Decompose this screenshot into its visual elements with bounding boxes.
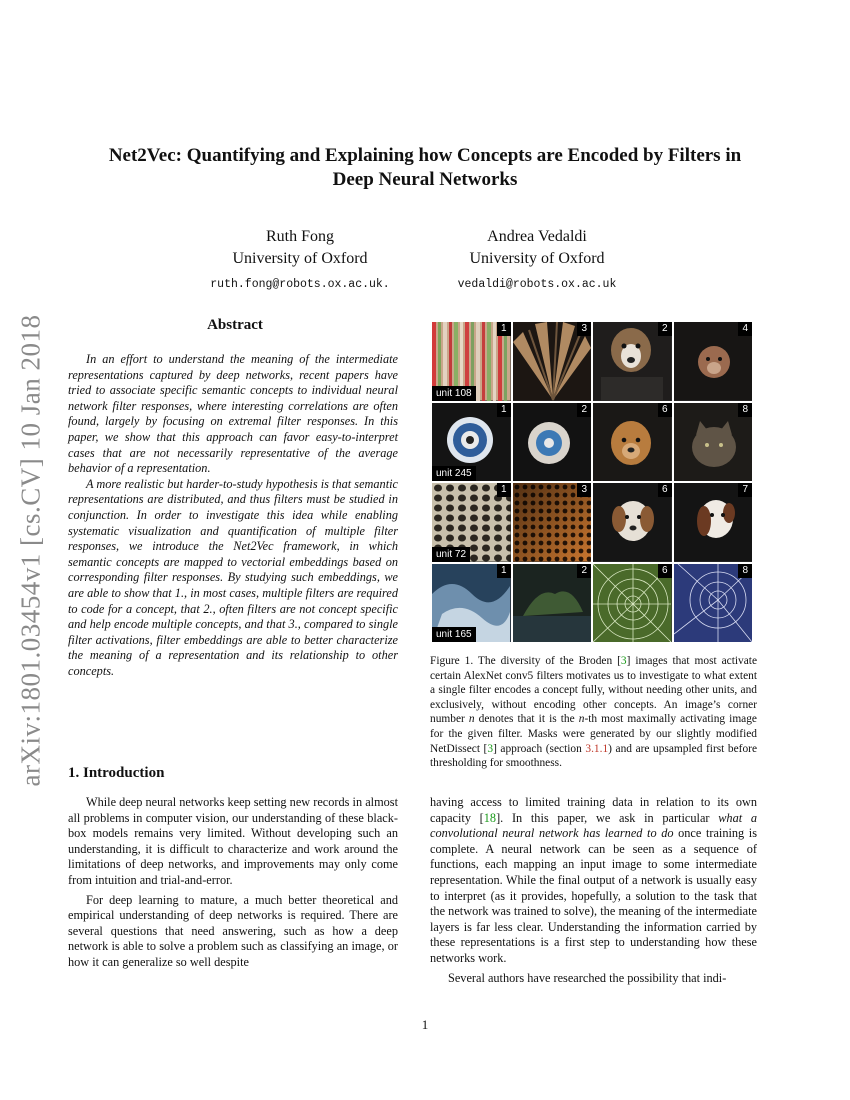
figure-tile: [674, 322, 753, 401]
text-run: denotes that it is the: [474, 713, 579, 726]
intro-left-column: [68, 795, 398, 975]
rank-number: 2: [658, 322, 672, 336]
figure-1-image-grid: [432, 322, 754, 644]
arxiv-identifier: arXiv:1801.03454v1 [cs.CV] 10 Jan 2018: [15, 314, 46, 786]
paper-title: [60, 144, 790, 192]
page-number: 1: [421, 1017, 429, 1032]
rank-number: 6: [658, 564, 672, 578]
unit-label: unit 165: [432, 627, 476, 642]
rank-number: 4: [738, 322, 752, 336]
rank-number: 6: [658, 403, 672, 417]
citation-link[interactable]: 3: [487, 742, 494, 755]
body-paragraph: Several authors have researched the possibility that indi-: [448, 970, 727, 985]
author-email: ruth.fong@robots.ox.ac.uk.: [210, 278, 390, 291]
figure-tile: [674, 483, 753, 562]
text-run: -th most maximally activating image for the given filter. Masks were generated by our slightly modified NetDissect [: [430, 713, 757, 755]
author-affiliation: University of Oxford: [469, 250, 605, 267]
paper-title-line-2: Deep Neural Networks: [332, 169, 518, 190]
figure-tile: [674, 564, 753, 643]
body-paragraph: [430, 795, 757, 967]
abstract-paragraph: In an effort to understand the meaning of the intermediate representations captured by deep networks, recent papers have tried to associate specific semantic concepts to individual neural network filter responses, where interesting correlations are often found, largely by focusing on extremal filter responses. In this paper, we show that this approach can favor easy-to-interpret cases that are not necessarily representative of the average behavior of a representation.: [68, 352, 398, 476]
figure-tile: [593, 403, 672, 482]
rank-number: 1: [497, 564, 511, 578]
abstract-body: [68, 352, 398, 679]
figure-tile: [432, 322, 511, 401]
rank-number: 3: [577, 483, 591, 497]
intro-right-column: [430, 795, 757, 990]
figure-tile: [432, 564, 511, 643]
rank-number: 8: [738, 564, 752, 578]
body-paragraph: For deep learning to mature, a much better theoretical and empirical understanding of deep networks is required. There are several questions that need answering, such as how a deep network is able to solve a problem such as classifying an image, or how it can generalize so well despite: [68, 892, 398, 969]
author-name: Ruth Fong: [265, 228, 334, 245]
paper-title-line-1: Net2Vec: Quantifying and Explaining how Concepts are Encoded by Filters in: [108, 145, 742, 166]
rank-number: 2: [577, 403, 591, 417]
figure-tile: [593, 322, 672, 401]
rank-number: 1: [497, 483, 511, 497]
abstract-paragraph: A more realistic but harder-to-study hypothesis is that semantic representations are distributed, and thus filters must be studied in conjunction. In order to investigate this idea while enabling systematic visualization and quantification of multiple filter responses, we introduce the Net2Vec framework, in which semantic concepts are mapped to vectorial embeddings based on corresponding filter responses. By studying such embeddings, we are able to show that 1., in most cases, multiple filters are required to code for a concept, that 2., often filters are not concept specific and help encode multiple concepts, and that 3., compared to single filter activations, filter embeddings are able to better characterize the meaning of a representation and its relationship to other concepts.: [68, 476, 398, 678]
figure-tile: [432, 403, 511, 482]
arxiv-side-stamp: [8, 300, 54, 800]
math-variable: n: [578, 713, 585, 726]
text-run: ) and are upsampled first before thresholding for smoothness.: [430, 742, 757, 770]
author-affiliation: University of Oxford: [232, 250, 368, 267]
math-variable: n: [468, 713, 475, 726]
text-run: ]. In this paper, we ask in particular: [496, 810, 719, 825]
text-run: ] images that most activate certain AlexNet conv5 filters motivates us to investigate to what extent a single filter encodes a concept fully, without needing other units, and exclusively, without encoding other concepts. An image’s corner number: [430, 655, 758, 726]
section-heading-introduction: 1. Introduction: [68, 765, 165, 781]
emphasized-text: what a convolutional neural network has learned to do: [430, 810, 757, 841]
unit-label: unit 72: [432, 547, 470, 562]
text-run: once training is complete. A neural network can be seen as a sequence of functions, each mapping an input image to some intermediate representation. While the final output of a network is usually easy to interpret (as it provides, hopefully, a solution to the task that the network was trained to solve), the meaning of the intermediate layers is far less clear. Understanding the information carried by these representations is a first step to understanding how these networks work.: [430, 826, 758, 965]
figure-tile: [513, 483, 592, 562]
figure-tile: [513, 564, 592, 643]
rank-number: 1: [497, 403, 511, 417]
rank-number: 3: [577, 322, 591, 336]
figure-tile: [674, 403, 753, 482]
unit-label: unit 245: [432, 466, 476, 481]
figure-tile: [513, 403, 592, 482]
figure-tile: [593, 564, 672, 643]
body-paragraph: While deep neural networks keep setting new records in almost all problems in computer vision, our understanding of these black-box models remains very limited. Without developing such an understanding, it is difficult to characterize and work around the limitations of deep networks, and improvements may only come from intuition and trial-and-error.: [68, 795, 398, 887]
author-email: vedaldi@robots.ox.ac.uk: [457, 278, 617, 291]
figure-tile: [432, 483, 511, 562]
figure-tile: [513, 322, 592, 401]
author-block-1: [200, 226, 400, 296]
citation-link[interactable]: 18: [483, 810, 497, 825]
abstract-heading: Abstract: [207, 317, 263, 333]
section-reference-link[interactable]: 3.1.1: [585, 742, 609, 755]
author-name: Andrea Vedaldi: [487, 228, 587, 245]
rank-number: 6: [658, 483, 672, 497]
figure-1-caption: [430, 654, 757, 771]
unit-label: unit 108: [432, 386, 476, 401]
rank-number: 1: [497, 322, 511, 336]
text-run: ] approach (section: [493, 742, 586, 755]
rank-number: 2: [577, 564, 591, 578]
citation-link[interactable]: 3: [620, 655, 627, 667]
figure-tile: [593, 483, 672, 562]
text-run: having access to limited training data in relation to its own capacity [: [430, 795, 757, 825]
author-block-2: [437, 226, 637, 296]
rank-number: 8: [738, 403, 752, 417]
rank-number: 7: [738, 483, 752, 497]
text-run: Figure 1. The diversity of the Broden [: [430, 655, 621, 667]
